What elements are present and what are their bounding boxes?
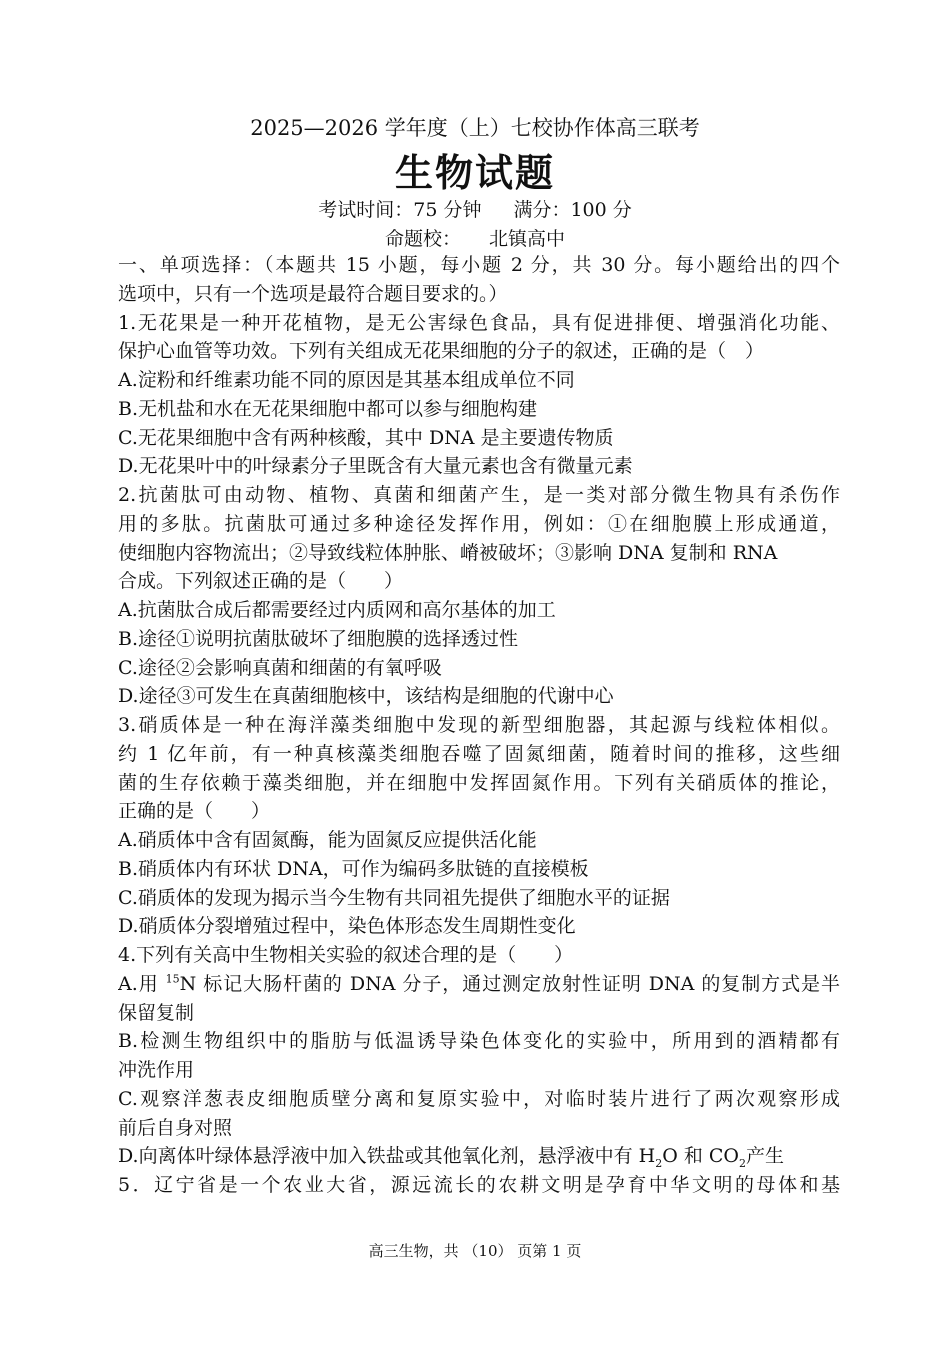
question-1-option-a: A.淀粉和纤维素功能不同的原因是其基本组成单位不同 — [118, 369, 575, 391]
section-instruction: 一、单项选择：（本题共 15 小题，每小题 2 分，共 30 分。每小题给出的四个 — [118, 254, 840, 276]
question-1-option-b: B.无机盐和水在无花果细胞中都可以参与细胞构建 — [118, 397, 538, 420]
question-3-option-a: A.硝质体中含有固氮酶，能为固氮反应提供活化能 — [118, 829, 537, 851]
school-name: 北镇高中 — [489, 228, 566, 250]
school-info — [0, 224, 950, 251]
question-1-option-d: D.无花果叶中的叶绿素分子里既含有大量元素也含有微量元素 — [118, 455, 633, 478]
question-3-option-c: C.硝质体的发现为揭示当今生物有共同祖先提供了细胞水平的证据 — [118, 886, 670, 909]
question-3-option-b: B.硝质体内有环状 DNA，可作为编码多肽链的直接模板 — [118, 857, 589, 880]
question-2-stem: 合成。下列叙述正确的是（ ） — [118, 570, 404, 593]
question-4-option-b: B.检测生物组织中的脂肪与低温诱导染色体变化的实验中，所用到的酒精都有 — [118, 1030, 840, 1053]
question-2-option-c: C.途径②会影响真菌和细菌的有氧呼吸 — [118, 656, 442, 679]
exam-header-line: 2025—2026 学年度（上）七校协作体高三联考 — [250, 116, 700, 140]
question-4-option-d: D.向离体叶绿体悬浮液中加入铁盐或其他氧化剂，悬浮液中有 $H_2O$ 和 $CO_2$产生 — [118, 1145, 785, 1171]
question-1-stem: 1.无花果是一种开花植物，是无公害绿色食品，具有促进排便、增强消化功能、 — [118, 311, 840, 334]
question-3-stem: 约 1 亿年前，有一种真核藻类细胞吞噬了固氮细菌，随着时间的推移，这些细 — [118, 742, 840, 765]
question-2-option-b: B.途径①说明抗菌肽破坏了细胞膜的选择透过性 — [118, 627, 519, 650]
page-title: 生物试题 — [394, 150, 555, 195]
question-2-stem: 2.抗菌肽可由动物、植物、真菌和细菌产生，是一类对部分微生物具有杀伤作 — [118, 484, 840, 506]
school-label: 命题校： — [384, 228, 461, 250]
question-4-option-a: 保留复制 — [118, 1001, 195, 1024]
exam-time: 考试时间：75 分钟 — [318, 199, 482, 221]
question-4-option-a: A.用 $^{15}$N 标记大肠杆菌的 DNA 分子，通过测定放射性证明 DNA 的复制方式是半 — [118, 972, 840, 995]
question-2-stem: 使细胞内容物流出；②导致线粒体肿胀、嵴被破坏；③影响 DNA 复制和 RNA — [118, 541, 778, 564]
question-4-option-c: C.观察洋葱表皮细胞质壁分离和复原实验中，对临时装片进行了两次观察形成 — [118, 1087, 840, 1110]
question-1-stem: 保护心血管等功效。下列有关组成无花果细胞的分子的叙述，正确的是（ ） — [118, 340, 765, 363]
question-1-option-c: C.无花果细胞中含有两种核酸，其中 DNA 是主要遗传物质 — [118, 426, 614, 449]
section-instruction: 选项中，只有一个选项是最符合题目要求的。） — [118, 282, 508, 305]
question-3-stem: 3.硝质体是一种在海洋藻类细胞中发现的新型细胞器，其起源与线粒体相似。 — [118, 714, 840, 736]
question-3-option-d: D.硝质体分裂增殖过程中，染色体形态发生周期性变化 — [118, 915, 576, 938]
question-3-stem: 菌的生存依赖于藻类细胞，并在细胞中发挥固氮作用。下列有关硝质体的推论， — [118, 771, 840, 794]
question-4-option-b: 冲洗作用 — [118, 1059, 195, 1081]
question-4-stem: 4.下列有关高中生物相关实验的叙述合理的是（ ） — [118, 944, 574, 966]
question-2-stem: 用的多肽。抗菌肽可通过多种途径发挥作用，例如：①在细胞膜上形成通道， — [118, 512, 840, 535]
exam-score: 满分：100 分 — [513, 199, 632, 221]
exam-info — [0, 195, 950, 222]
question-4-option-c: 前后自身对照 — [118, 1116, 233, 1139]
question-2-option-d: D.途径③可发生在真菌细胞核中，该结构是细胞的代谢中心 — [118, 685, 614, 708]
page-footer: 高三生物，共 （10） 页第 1 页 — [368, 1242, 582, 1260]
question-5-stem: 5．辽宁省是一个农业大省，源远流长的农耕文明是孕育中华文明的母体和基 — [118, 1174, 840, 1196]
exam-content — [118, 251, 840, 1200]
question-3-stem: 正确的是（ ） — [118, 800, 271, 823]
question-2-option-a: A.抗菌肽合成后都需要经过内质网和高尔基体的加工 — [118, 599, 556, 621]
